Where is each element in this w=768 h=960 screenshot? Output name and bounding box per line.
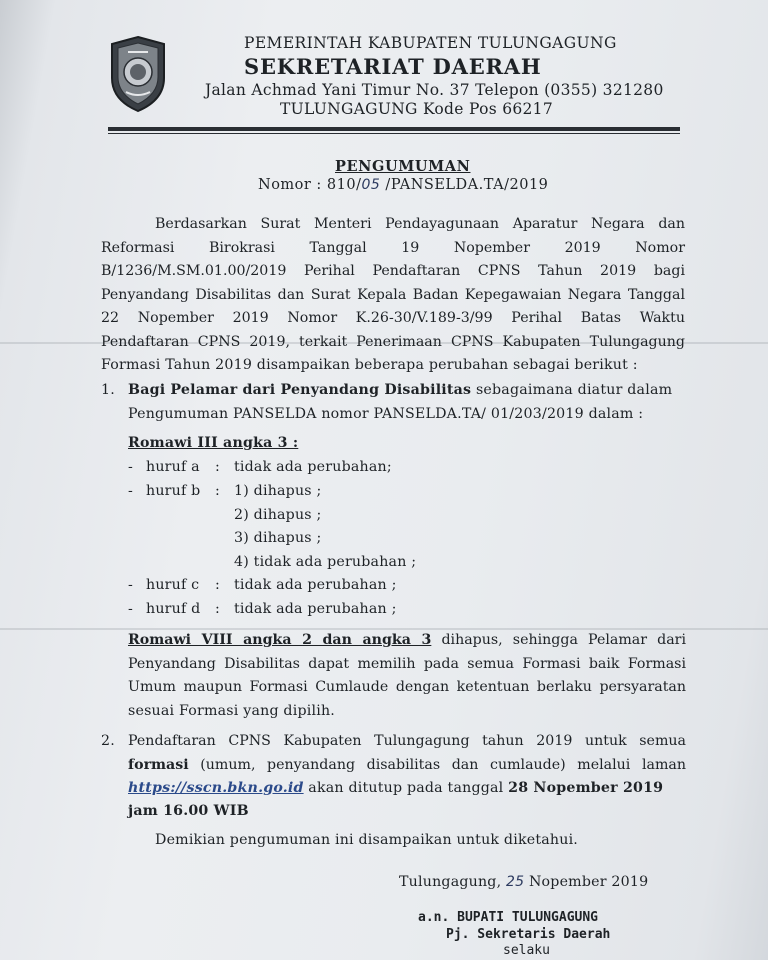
letterhead-rule bbox=[108, 127, 680, 131]
list-item-label: huruf c bbox=[146, 577, 200, 593]
list-item-dash: - bbox=[128, 483, 133, 499]
signature-line: Pj. Sekretaris Daerah bbox=[446, 927, 611, 942]
item-number: 1. bbox=[101, 382, 115, 398]
list-item-value: tidak ada perubahan ; bbox=[234, 601, 397, 617]
handwritten-day: 25 bbox=[506, 874, 525, 890]
list-item-value: 4) tidak ada perubahan ; bbox=[234, 554, 417, 570]
intro-line: Pendaftaran CPNS 2019, terkait Penerimaan CPNS Kabupaten Tulungagung bbox=[101, 334, 685, 350]
item1-line: Pengumuman PANSELDA nomor PANSELDA.TA/ 01/203/2019 dalam : bbox=[128, 406, 644, 422]
signature-line: a.n. BUPATI TULUNGAGUNG bbox=[418, 910, 599, 925]
letterhead-city: TULUNGAGUNG Kode Pos 66217 bbox=[280, 100, 554, 118]
letterhead-office: SEKRETARIAT DAERAH bbox=[244, 54, 542, 79]
intro-line: Berdasarkan Surat Menteri Pendayagunaan Aparatur Negara dan bbox=[155, 216, 685, 232]
list-item-colon: : bbox=[215, 459, 220, 475]
item2-line: formasi (umum, penyandang disabilitas dan cumlaude) melalui laman bbox=[128, 757, 686, 773]
item1-para-line: sesuai Formasi yang dipilih. bbox=[128, 703, 335, 719]
item1-para-line: Romawi VIII angka 2 dan angka 3 dihapus, sehingga Pelamar dari bbox=[128, 632, 687, 648]
list-item-colon: : bbox=[215, 577, 220, 593]
item2-line: https://sscn.bkn.go.id akan ditutup pada tanggal 28 Nopember 2019 bbox=[128, 780, 664, 796]
list-item-value: 1) dihapus ; bbox=[234, 483, 322, 499]
item2-line: Pendaftaran CPNS Kabupaten Tulungagung tahun 2019 untuk semua bbox=[128, 733, 686, 749]
list-item-value: tidak ada perubahan; bbox=[234, 459, 392, 475]
list-item-value: 2) dihapus ; bbox=[234, 507, 322, 523]
item1-heading: Bagi Pelamar dari Penyandang Disabilitas sebagaimana diatur dalam bbox=[128, 382, 673, 398]
item1-para-line: Umum maupun Formasi Cumlaude dengan ketentuan berlaku persyaratan bbox=[128, 679, 686, 695]
document-number: Nomor : 810/05 /PANSELDA.TA/2019 bbox=[258, 177, 549, 193]
intro-line: Penyandang Disabilitas dan Surat Kepala Badan Kepegawaian Negara Tanggal bbox=[101, 287, 685, 303]
list-item-value: tidak ada perubahan ; bbox=[234, 577, 397, 593]
list-item-dash: - bbox=[128, 577, 133, 593]
list-item-label: huruf d bbox=[146, 601, 201, 617]
intro-line: Formasi Tahun 2019 disampaikan beberapa perubahan sebagai berikut : bbox=[101, 357, 638, 373]
item1-para-line: Penyandang Disabilitas dapat memilih pada semua Formasi baik Formasi bbox=[128, 656, 686, 672]
list-item-colon: : bbox=[215, 601, 220, 617]
handwritten-number: 05 bbox=[361, 177, 381, 193]
letterhead-rule-thin bbox=[108, 133, 680, 134]
list-item-dash: - bbox=[128, 601, 133, 617]
document-date: Tulungagung, 25 Nopember 2019 bbox=[399, 874, 649, 890]
sscn-link[interactable]: https://sscn.bkn.go.id bbox=[128, 780, 304, 796]
list-item-label: huruf a bbox=[146, 459, 200, 475]
closing-statement: Demikian pengumuman ini disampaikan untuk diketahui. bbox=[155, 832, 579, 848]
subheading-romawi-iii: Romawi III angka 3 : bbox=[128, 435, 299, 451]
letterhead-government: PEMERINTAH KABUPATEN TULUNGAGUNG bbox=[244, 34, 617, 52]
letterhead-address: Jalan Achmad Yani Timur No. 37 Telepon (0355) 321280 bbox=[205, 81, 664, 99]
regency-crest-icon bbox=[106, 34, 170, 114]
intro-line: Reformasi Birokrasi Tanggal 19 Nopember 2019 Nomor bbox=[101, 240, 685, 256]
item2-line: jam 16.00 WIB bbox=[128, 803, 249, 819]
paper-crease bbox=[0, 628, 768, 630]
signature-line: selaku bbox=[503, 943, 550, 958]
list-item-value: 3) dihapus ; bbox=[234, 530, 322, 546]
list-item-dash: - bbox=[128, 459, 133, 475]
intro-line: 22 Nopember 2019 Nomor K.26-30/V.189-3/99 Perihal Batas Waktu bbox=[101, 310, 685, 326]
list-item-label: huruf b bbox=[146, 483, 201, 499]
document-title: PENGUMUMAN bbox=[335, 158, 471, 175]
intro-line: B/1236/M.SM.01.00/2019 Perihal Pendaftaran CPNS Tahun 2019 bagi bbox=[101, 263, 685, 279]
item-number: 2. bbox=[101, 733, 115, 749]
list-item-colon: : bbox=[215, 483, 220, 499]
